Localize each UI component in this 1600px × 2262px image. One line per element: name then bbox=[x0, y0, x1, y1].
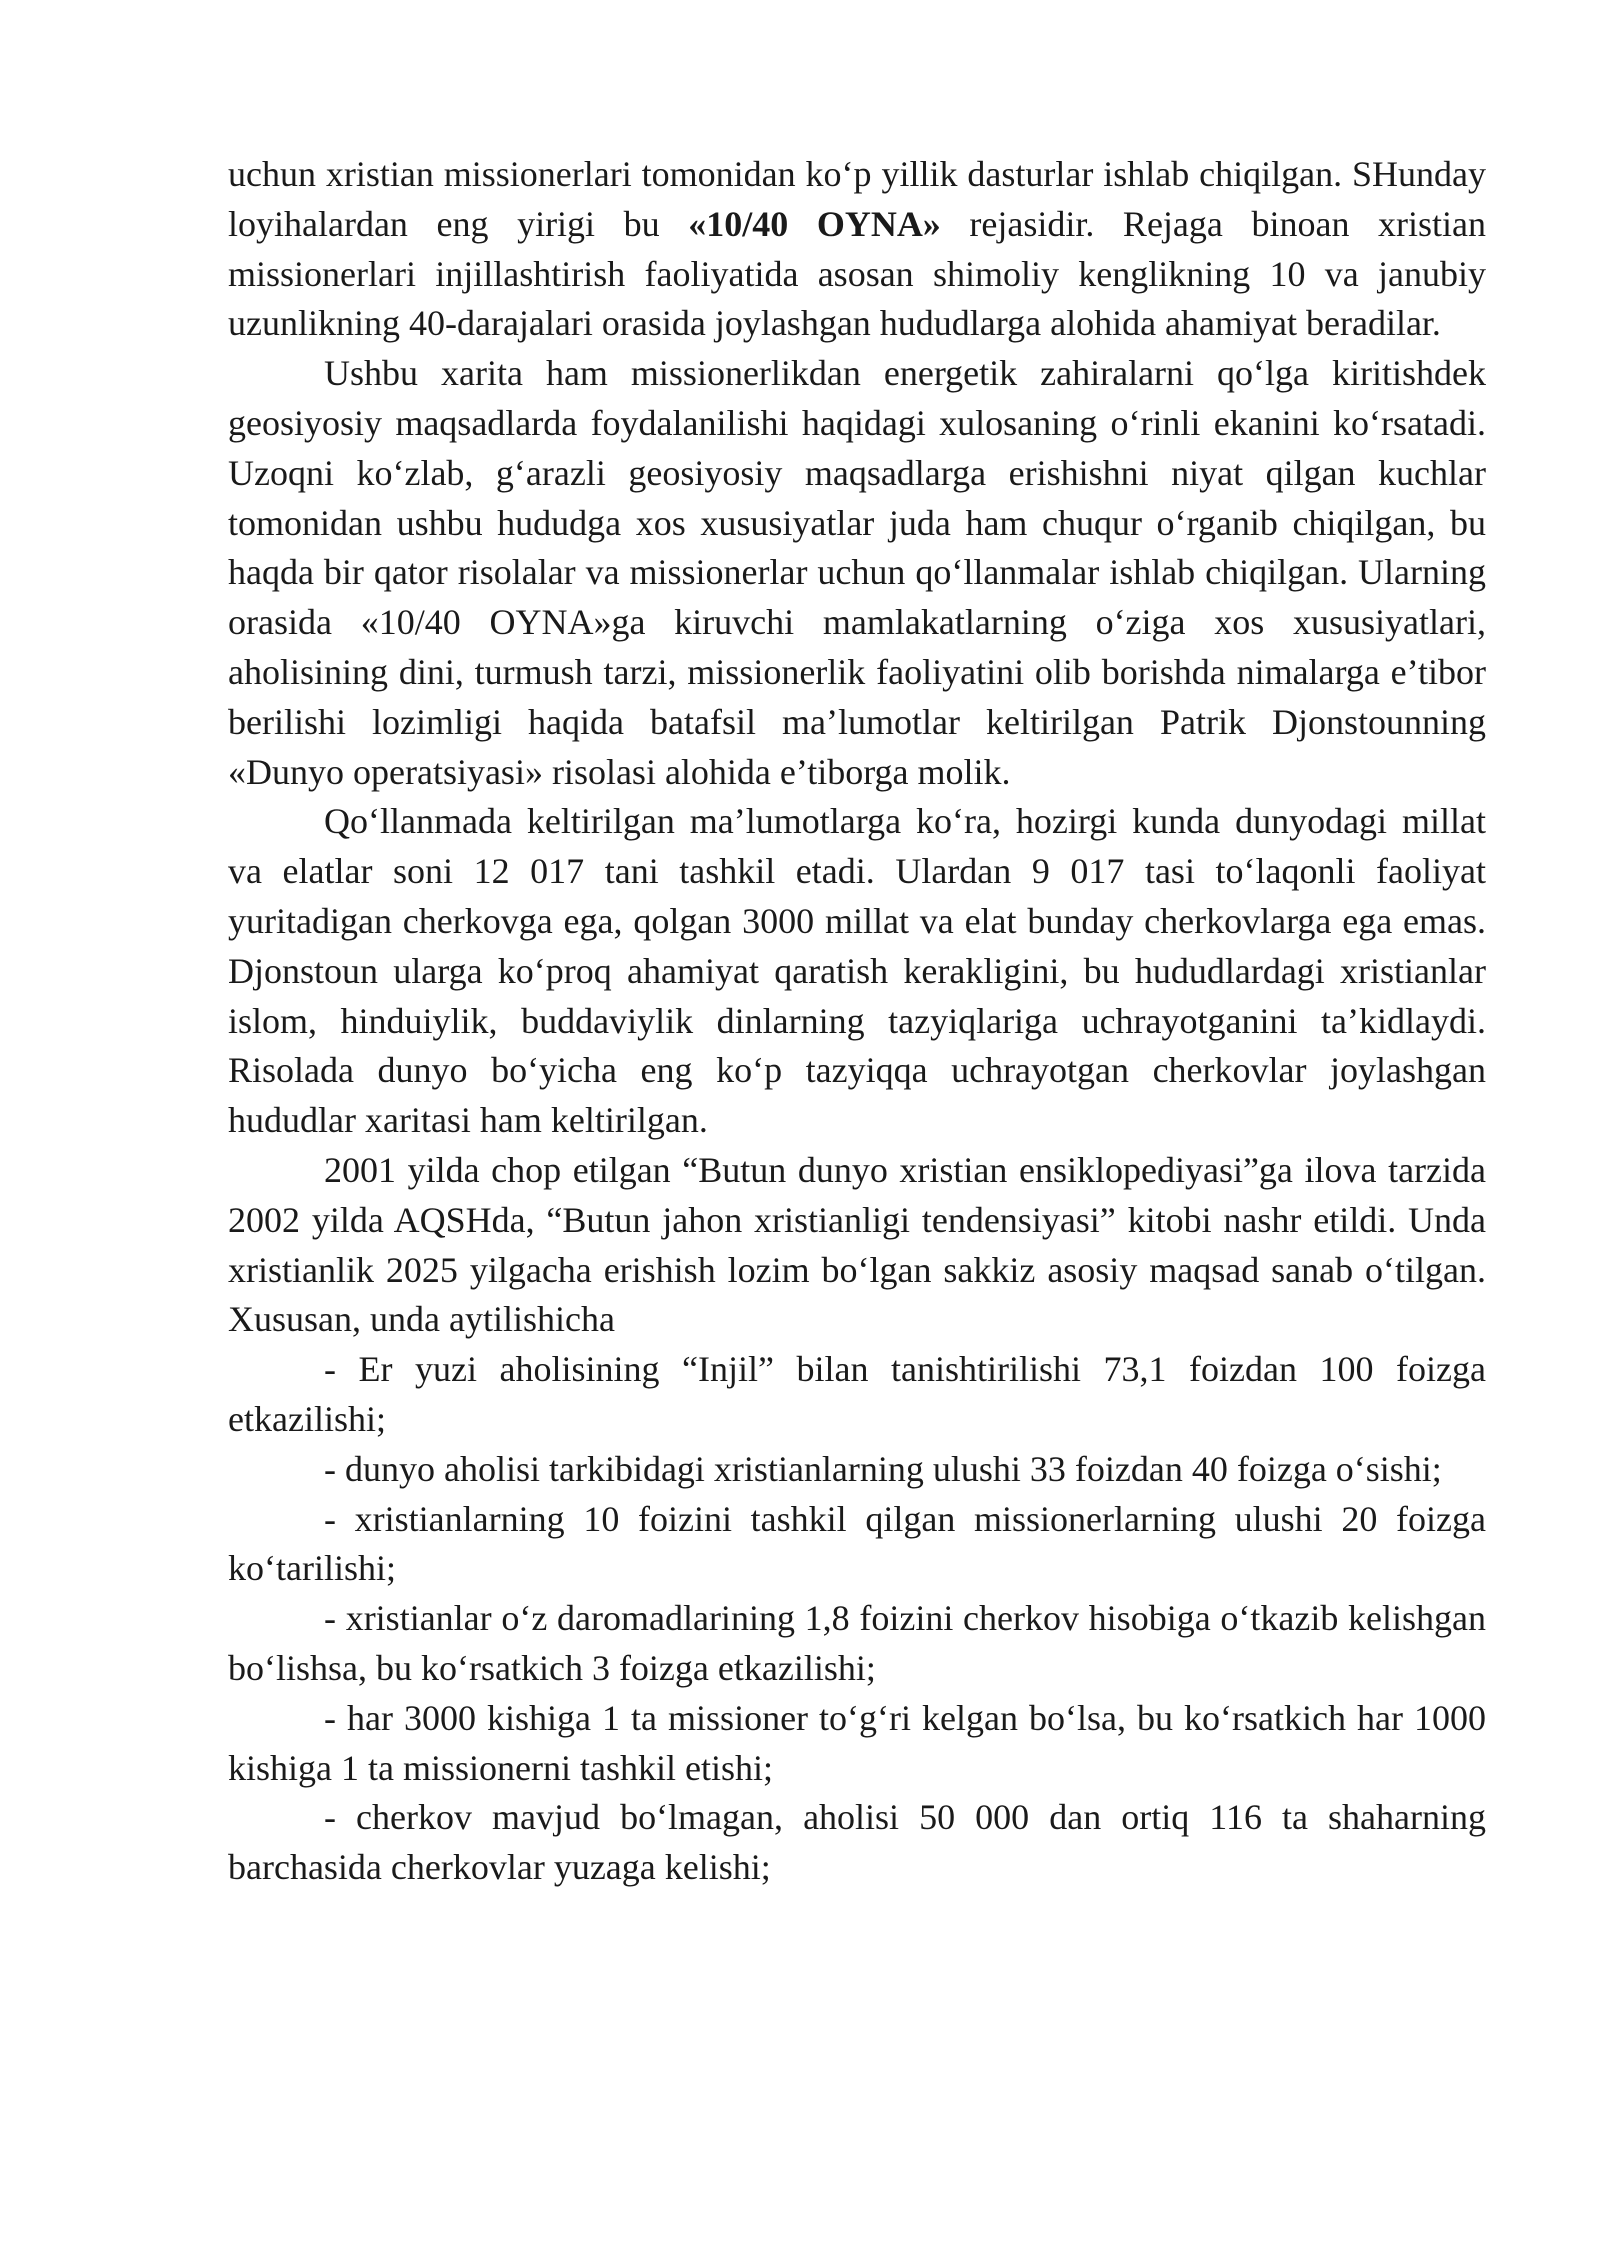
list-item-5: - har 3000 kishiga 1 ta missioner to‘g‘ri kelgan bo‘lsa, bu ko‘rsatkich har 1000 kishiga 1 ta missionerni tashkil etishi; bbox=[228, 1697, 1486, 1788]
paragraph-1-text-a: uchun xristian missionerlari tomonidan ko‘p yillik dasturlar ishlab chiqilgan. SHunday loyihalardan eng yirigi bu bbox=[228, 154, 1486, 244]
paragraph-2: Ushbu xarita ham missionerlikdan energetik zahiralarni qo‘lga kiritishdek geosiyosiy maqsadlarda foydalanilishi haqidagi xulosaning o‘rinli ekanini ko‘rsatadi. Uzoqni ko‘zlab, g‘arazli geosiyosiy maqsadlarga erishishni niyat qilgan kuchlar tomonidan ushbu hududga xos xususiyatlar juda ham chuqur o‘rganib chiqilgan, bu haqda bir qator risolalar va missionerlar uchun qo‘llanmalar ishlab chiqilgan. Ularning orasida «10/40 OYNA»ga kiruvchi mamlakatlarning o‘ziga xos xususiyatlari, aholisining dini, turmush tarzi, missionerlik faoliyatini olib borishda nimalarga e’tibor berilishi lozimligi haqida batafsil ma’lumotlar keltirilgan Patrik Djonstounning «Dunyo operatsiyasi» risolasi alohida e’tiborga molik. bbox=[228, 353, 1486, 792]
paragraph-1-bold-term: «10/40 OYNA» bbox=[688, 203, 941, 244]
list-item-2: - dunyo aholisi tarkibidagi xristianlarning ulushi 33 foizdan 40 foizga o‘sishi; bbox=[324, 1448, 1442, 1489]
document-page bbox=[228, 150, 1486, 1893]
paragraph-1 bbox=[228, 150, 1486, 349]
paragraph-1-text-b: rejasidir. Rejaga binoan xristian missionerlari injillashtirish faoliyatida asosan shimoliy kenglikning 10 va janubiy uzunlikning 40-darajalari orasida joylashgan hududlarga alohida ahamiyat beradilar. bbox=[228, 203, 1487, 344]
list-item-4: - xristianlar o‘z daromadlarining 1,8 foizini cherkov hisobiga o‘tkazib kelishgan bo‘lishsa, bu ko‘rsatkich 3 foizga etkazilishi; bbox=[228, 1598, 1486, 1688]
paragraph-3: Qo‘llanmada keltirilgan ma’lumotlarga ko‘ra, hozirgi kunda dunyodagi millat va elatlar soni 12 017 tani tashkil etadi. Ulardan 9 017 tasi to‘laqonli faoliyat yuritadigan cherkovga ega, qolgan 3000 millat va elat bunday cherkovlarga ega emas. Djonstoun ularga ko‘proq ahamiyat qaratish kerakligini, bu hududlardagi xristianlar islom, hinduiylik, buddaviylik dinlarning tazyiqlariga uchrayotganini ta’kidlaydi. Risolada dunyo bo‘yicha eng ko‘p tazyiqqa uchrayotgan cherkovlar joylashgan hududlar xaritasi ham keltirilgan. bbox=[228, 801, 1486, 1141]
list-item-3: - xristianlarning 10 foizini tashkil qilgan missionerlarning ulushi 20 foizga ko‘tarilishi; bbox=[228, 1498, 1486, 1589]
paragraph-4: 2001 yilda chop etilgan “Butun dunyo xristian ensiklopediyasi”ga ilova tarzida 2002 yilda AQSHda, “Butun jahon xristianligi tendensiyasi” kitobi nashr etildi. Unda xristianlik 2025 yilgacha erishish lozim bo‘lgan sakkiz asosiy maqsad sanab o‘tilgan. Xususan, unda aytilishicha bbox=[228, 1149, 1486, 1340]
list-item-1: - Er yuzi aholisining “Injil” bilan tanishtirilishi 73,1 foizdan 100 foizga etkazilishi; bbox=[228, 1349, 1486, 1439]
list-item-6: - cherkov mavjud bo‘lmagan, aholisi 50 000 dan ortiq 116 ta shaharning barchasida cherkovlar yuzaga kelishi; bbox=[228, 1797, 1486, 1888]
